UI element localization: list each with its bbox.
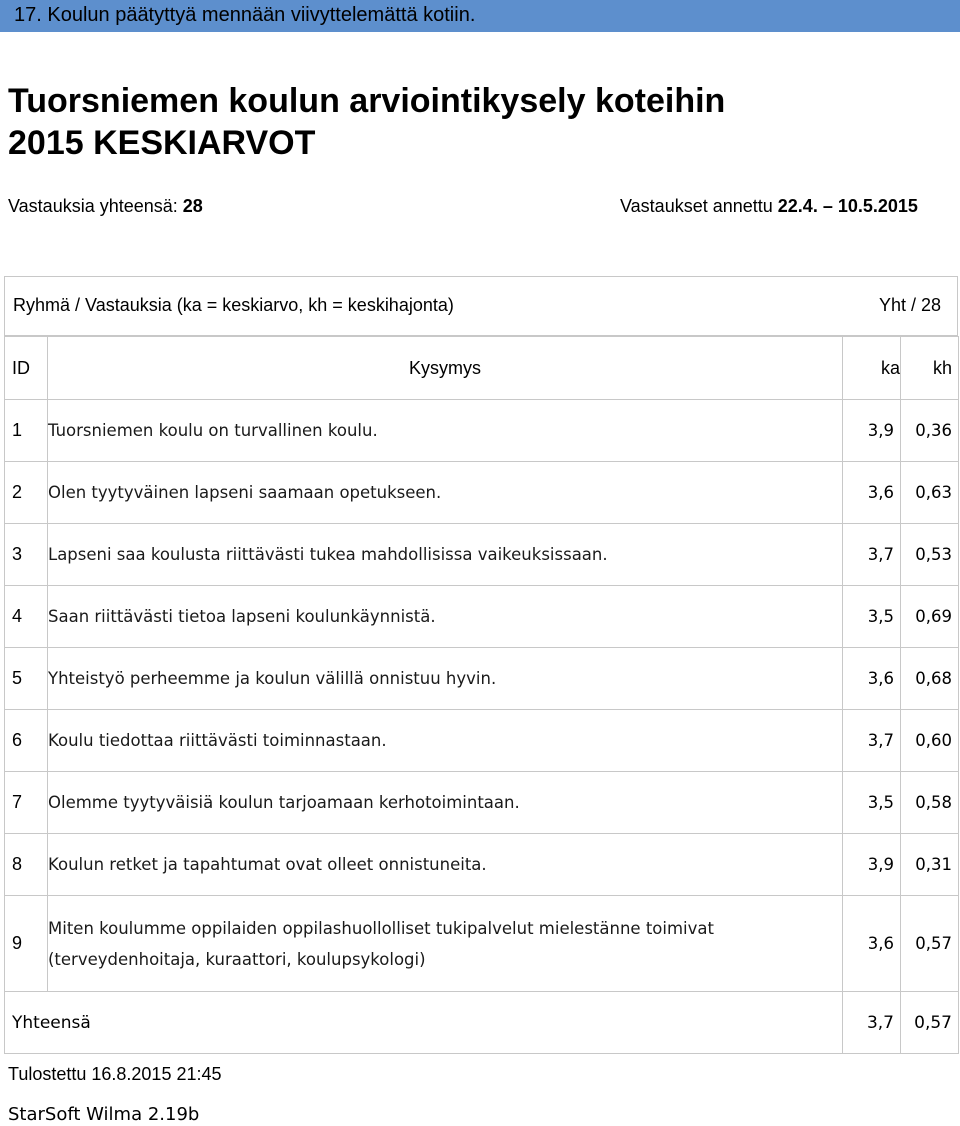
- row-sd: 0,57: [901, 896, 959, 992]
- results-table: [4, 336, 959, 1054]
- answer-count-label: Vastauksia yhteensä:: [8, 196, 183, 216]
- row-id: 2: [5, 462, 48, 524]
- row-question: Koulu tiedottaa riittävästi toiminnastaan.: [48, 710, 843, 772]
- row-id: 8: [5, 834, 48, 896]
- row-mean: 3,5: [843, 772, 901, 834]
- answer-count: [8, 196, 203, 217]
- table-row: [5, 524, 959, 586]
- row-question: Yhteistyö perheemme ja koulun välillä onnistuu hyvin.: [48, 648, 843, 710]
- printed-timestamp: Tulostettu 16.8.2015 21:45: [8, 1064, 222, 1084]
- row-question: Koulun retket ja tapahtumat ovat olleet onnistuneita.: [48, 834, 843, 896]
- col-header-sd: kh: [901, 337, 959, 400]
- table-row: [5, 586, 959, 648]
- group-label: Ryhmä / Vastauksia (ka = keskiarvo, kh = keskihajonta): [13, 295, 454, 315]
- col-header-mean: ka: [843, 337, 901, 400]
- row-sd: 0,53: [901, 524, 959, 586]
- col-header-question: Kysymys: [48, 337, 843, 400]
- total-mean: 3,7: [843, 992, 901, 1054]
- page-title: [8, 80, 725, 164]
- row-sd: 0,31: [901, 834, 959, 896]
- total-sd: 0,57: [901, 992, 959, 1054]
- group-header: [4, 276, 958, 336]
- group-total: Yht / 28: [878, 295, 941, 315]
- title-line-1: Tuorsniemen koulun arviointikysely koteihin: [8, 82, 726, 120]
- table-row: [5, 834, 959, 896]
- row-sd: 0,36: [901, 400, 959, 462]
- row-mean: 3,9: [843, 400, 901, 462]
- row-sd: 0,69: [901, 586, 959, 648]
- top-banner: [0, 0, 960, 32]
- col-header-id: ID: [5, 337, 48, 400]
- table-row: [5, 772, 959, 834]
- row-sd: 0,63: [901, 462, 959, 524]
- row-id: 1: [5, 400, 48, 462]
- row-id: 5: [5, 648, 48, 710]
- row-question: Lapseni saa koulusta riittävästi tukea mahdollisissa vaikeuksissaan.: [48, 524, 843, 586]
- row-id: 4: [5, 586, 48, 648]
- answer-count-value: 28: [182, 196, 203, 216]
- table-row: [5, 462, 959, 524]
- total-label: Yhteensä: [5, 992, 843, 1054]
- previous-question-text: 17. Koulun päätyttyä mennään viivyttelemättä kotiin.: [14, 4, 476, 26]
- row-question: Miten koulumme oppilaiden oppilashuollolliset tukipalvelut mielestänne toimivat (terveydenhoitaja, kuraattori, koulupsykologi): [48, 896, 843, 992]
- table-row: [5, 710, 959, 772]
- row-mean: 3,6: [843, 896, 901, 992]
- table-header-row: [5, 337, 959, 400]
- answer-period-value: 22.4. – 10.5.2015: [777, 196, 918, 216]
- row-sd: 0,58: [901, 772, 959, 834]
- row-mean: 3,7: [843, 710, 901, 772]
- row-question: Olen tyytyväinen lapseni saamaan opetukseen.: [48, 462, 843, 524]
- row-sd: 0,60: [901, 710, 959, 772]
- row-question: Olemme tyytyväisiä koulun tarjoamaan kerhotoimintaan.: [48, 772, 843, 834]
- row-mean: 3,7: [843, 524, 901, 586]
- table-row: [5, 400, 959, 462]
- row-mean: 3,5: [843, 586, 901, 648]
- row-id: 9: [5, 896, 48, 992]
- table-row: [5, 648, 959, 710]
- software-version: StarSoft Wilma 2.19b: [8, 1104, 200, 1125]
- row-id: 3: [5, 524, 48, 586]
- row-mean: 3,6: [843, 648, 901, 710]
- row-mean: 3,9: [843, 834, 901, 896]
- row-mean: 3,6: [843, 462, 901, 524]
- answer-period: [620, 196, 918, 217]
- row-question: Tuorsniemen koulu on turvallinen koulu.: [48, 400, 843, 462]
- answer-period-label: Vastaukset annettu: [620, 196, 778, 216]
- table-row: [5, 896, 959, 992]
- row-sd: 0,68: [901, 648, 959, 710]
- row-question: Saan riittävästi tietoa lapseni koulunkäynnistä.: [48, 586, 843, 648]
- title-line-2: 2015 KESKIARVOT: [8, 124, 316, 162]
- row-id: 7: [5, 772, 48, 834]
- row-id: 6: [5, 710, 48, 772]
- total-row: [5, 992, 959, 1054]
